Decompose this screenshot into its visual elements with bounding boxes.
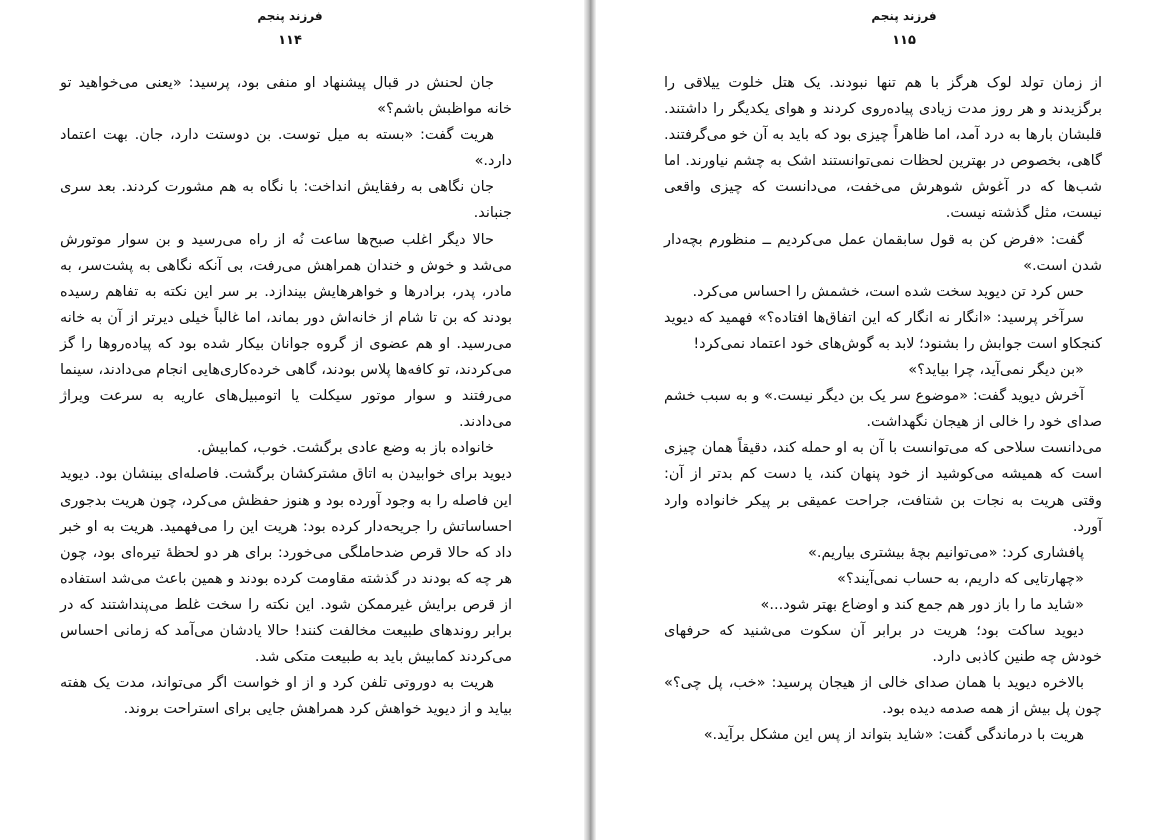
paragraph: دیوید ساکت بود؛ هریت در برابر آن سکوت می‌شنید که حرفهای خودش چه طنین کاذبی دارد. <box>664 622 1102 666</box>
paragraph: حس کرد تن دیوید سخت شده است، خشمش را احساس می‌کرد. <box>692 283 1084 300</box>
left-page-number: ۱۱۴ <box>278 33 302 48</box>
right-page <box>596 0 1173 840</box>
right-page-body <box>664 70 1102 748</box>
paragraph: گفت: «فرض کن به قول سابقمان عمل می‌کردیم ــ منظورم بچه‌دار شدن است.» <box>664 231 1102 274</box>
paragraph: بالاخره دیوید با همان صدای خالی از هیجان پرسید: «خب، پل چی؟» چون پل بیش از همه صدمه دیده بود. <box>664 675 1102 718</box>
paragraph: دیوید برای خوابیدن به اتاق مشترکشان برگشت. فاصله‌ای بینشان بود. دیوید این فاصله را به وجود آورده بود و هنوز حفظش می‌کرد، چون هریت بدجوری احساساتش را جریحه‌دار کرده بود: هریت این را می‌فهمید. هریت به او خبر داد که حالا قرص ضدحاملگی می‌خورد: برای هر دو لحظهٔ تیره‌ای بود، چون هر چه که بودند در گذشته مقاومت کرده بودند و همین باعث می‌شد استفاده از قرص برایش غیرممکن شود. این نکته را سخت غلط می‌پنداشتند که در برابر روندهای طبیعت مخالفت کنند! حالا یادشان می‌آمد که زمانی احساس می‌کردند کمابیش باید به طبیعت متکی شد. <box>60 466 512 666</box>
paragraph: «شاید ما را باز دور هم جمع کند و اوضاع بهتر شود...» <box>760 596 1084 613</box>
paragraph: جان لحنش در قبال پیشنهاد او منفی بود، پرسید: «یعنی می‌خواهید تو خانه مواظبش باشم؟» <box>60 75 512 118</box>
left-running-title: فرزند پنجم <box>257 9 323 23</box>
paragraph: از زمان تولد لوک هرگز با هم تنها نبودند. یک هتل خلوت ییلاقی را برگزیدند و هر روز مدت زیادی پیاده‌روی کردند و هوای یکدیگر را داشتند. قلبشان بارها به درد آمد، اما ظاهراً چیزی بود که باید به آن خو می‌گرفتند. گاهی، بخصوص در بهترین لحظات نمی‌توانستند اشک به چشم نیاورند. اما شب‌ها که در آغوش شوهرش می‌خفت، می‌دانست که چیزی واقعی نیست، مثل گذشته نیست. <box>664 75 1102 222</box>
right-running-title: فرزند پنجم <box>871 9 937 23</box>
paragraph: می‌دانست سلاحی که می‌توانست با آن به او حمله کند، دقیقاً همان چیزی است که همیشه می‌کوشید از خود پنهان کند، یا دست کم بدتر از آن: وقتی هریت به نجات بن شتافت، جراحت عمیقی بر پیکر خانواده وارد آورد. <box>664 440 1102 535</box>
paragraph: حالا دیگر اغلب صبح‌ها ساعت نُه از راه می‌رسید و بن سوار موتورش می‌شد و خوش و خندان همراهش می‌رفت، بی آنکه نگاهی به پشت‌سر، به مادر، پدر، برادرها و خواهرهایش بیندازد. بر سر این نکته به تفاهم رسیده بودند که بن تا شام از خانه‌اش دور بماند، اما غالباً خیلی دیرتر از آن به خانه می‌رسید. او هم عضوی از گروه جوانان بیکار شده بود که پیاده‌روها را گز می‌کردند، تو کافه‌ها پلاس بودند، گاهی خرده‌کاری‌هایی انجام می‌دادند، سینما می‌رفتند و سوار موتور سیکلت یا اتومبیل‌های عاریه به سرعت ویراژ می‌دادند. <box>60 231 512 431</box>
book-gutter <box>584 0 596 840</box>
paragraph: خانواده باز به وضع عادی برگشت. خوب، کمابیش. <box>196 440 494 457</box>
paragraph: هریت با درماندگی گفت: «شاید بتواند از پس این مشکل برآید.» <box>703 727 1084 744</box>
paragraph: هریت گفت: «بسته به میل توست. بن دوستت دارد، جان. بهت اعتماد دارد.» <box>60 127 512 170</box>
right-page-number: ۱۱۵ <box>892 33 916 48</box>
paragraph: آخرش دیوید گفت: «موضوع سر یک بن دیگر نیست.» و به سبب خشم صدای خود را خالی از هیجان نگهداشت. <box>664 388 1102 431</box>
left-page-header <box>220 8 360 49</box>
paragraph: هریت به دوروتی تلفن کرد و از او خواست اگر می‌تواند، مدت یک هفته بیاید و از دیوید خواهش کرد همراهش جایی برای استراحت بروند. <box>60 675 512 718</box>
left-page <box>0 0 584 840</box>
paragraph: «بن دیگر نمی‌آید، چرا بیاید؟» <box>908 362 1084 379</box>
right-page-header <box>636 8 1172 49</box>
left-page-body <box>60 70 512 722</box>
paragraph: سرآخر پرسید: «انگار نه انگار که این اتفاق‌ها افتاده؟» فهمید که دیوید کنجکاو است جوابش را بشنود؛ لابد به گوش‌های خود اعتماد نمی‌کرد! <box>664 309 1102 352</box>
paragraph: جان نگاهی به رفقایش انداخت: با نگاه به هم مشورت کردند. بعد سری جنباند. <box>60 179 512 222</box>
paragraph: پافشاری کرد: «می‌توانیم بچهٔ بیشتری بیاریم.» <box>808 544 1084 561</box>
paragraph: «چهارتایی که داریم، به حساب نمی‌آیند؟» <box>837 570 1084 587</box>
